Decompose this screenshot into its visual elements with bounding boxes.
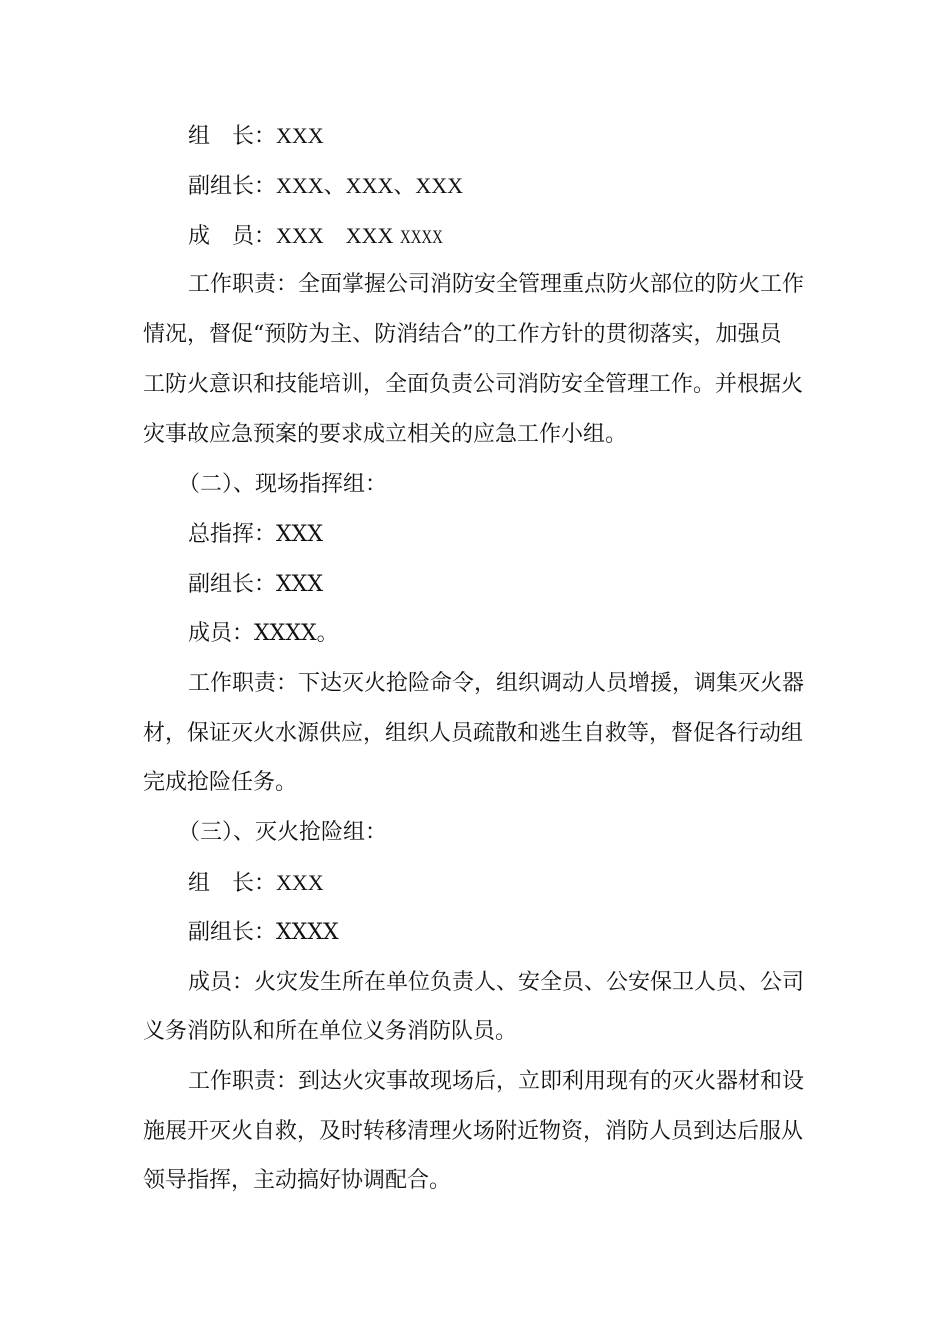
leader-value: XXX: [276, 123, 324, 148]
member-value-3: XXXX: [400, 227, 444, 248]
deputy-value: XXX、XXX、XXX: [276, 173, 464, 198]
commander-line: 总指挥：XXX: [188, 522, 323, 547]
duty-paragraph-line: 材，保证灭火水源供应，组织人员疏散和逃生自救等，督促各行动组: [143, 721, 804, 746]
duty-paragraph-line: 领导指挥，主动搞好协调配合。: [143, 1168, 452, 1193]
member-label-2: 员：: [232, 224, 277, 249]
duty-paragraph-line: 情况，督促“预防为主、防消结合”的工作方针的贯彻落实，加强员: [143, 322, 782, 347]
duty-paragraph-line: 完成抢险任务。: [143, 770, 298, 795]
leader-label-2: 长：: [232, 871, 277, 896]
section-heading-3: （三）、灭火抢险组：: [178, 820, 388, 845]
member-label: 成: [188, 224, 211, 249]
members-paragraph-line: 成员：火灾发生所在单位负责人、安全员、公安保卫人员、公司: [188, 970, 805, 995]
leader-line: [188, 111, 868, 161]
deputy-label: 副组长：: [188, 174, 277, 199]
member-value-2: XXX: [345, 223, 394, 248]
leader-label-2: 长：: [232, 124, 277, 149]
members-paragraph-line: 义务消防队和所在单位义务消防队员。: [143, 1019, 518, 1044]
leader-label: 组: [188, 871, 211, 896]
duty-paragraph-line: 工作职责：到达火灾事故现场后，立即利用现有的灭火器材和设: [188, 1069, 805, 1094]
deputy-line: 副组长：XXX: [188, 572, 323, 597]
members-line: 成员：XXXX。: [188, 621, 339, 646]
duty-paragraph-line: 工作职责：全面掌握公司消防安全管理重点防火部位的防火工作: [188, 272, 805, 297]
section-heading-2: （二）、现场指挥组：: [178, 472, 388, 497]
duty-paragraph-line: 工防火意识和技能培训，全面负责公司消防安全管理工作。并根据火: [143, 372, 804, 397]
leader-label: 组: [188, 124, 211, 149]
duty-paragraph-line: 灾事故应急预案的要求成立相关的应急工作小组。: [143, 422, 628, 447]
duty-paragraph-line: 工作职责：下达灭火抢险命令，组织调动人员增援，调集灭火器: [188, 671, 805, 696]
deputy-line: [188, 161, 868, 211]
member-value-1: XXX: [276, 223, 324, 248]
deputy-line: 副组长：XXXX: [188, 920, 339, 945]
members-line: [188, 211, 868, 261]
duty-paragraph-line: 施展开灭火自救，及时转移清理火场附近物资，消防人员到达后服从: [143, 1119, 804, 1144]
leader-line: [188, 858, 868, 908]
leader-value: XXX: [276, 870, 324, 895]
